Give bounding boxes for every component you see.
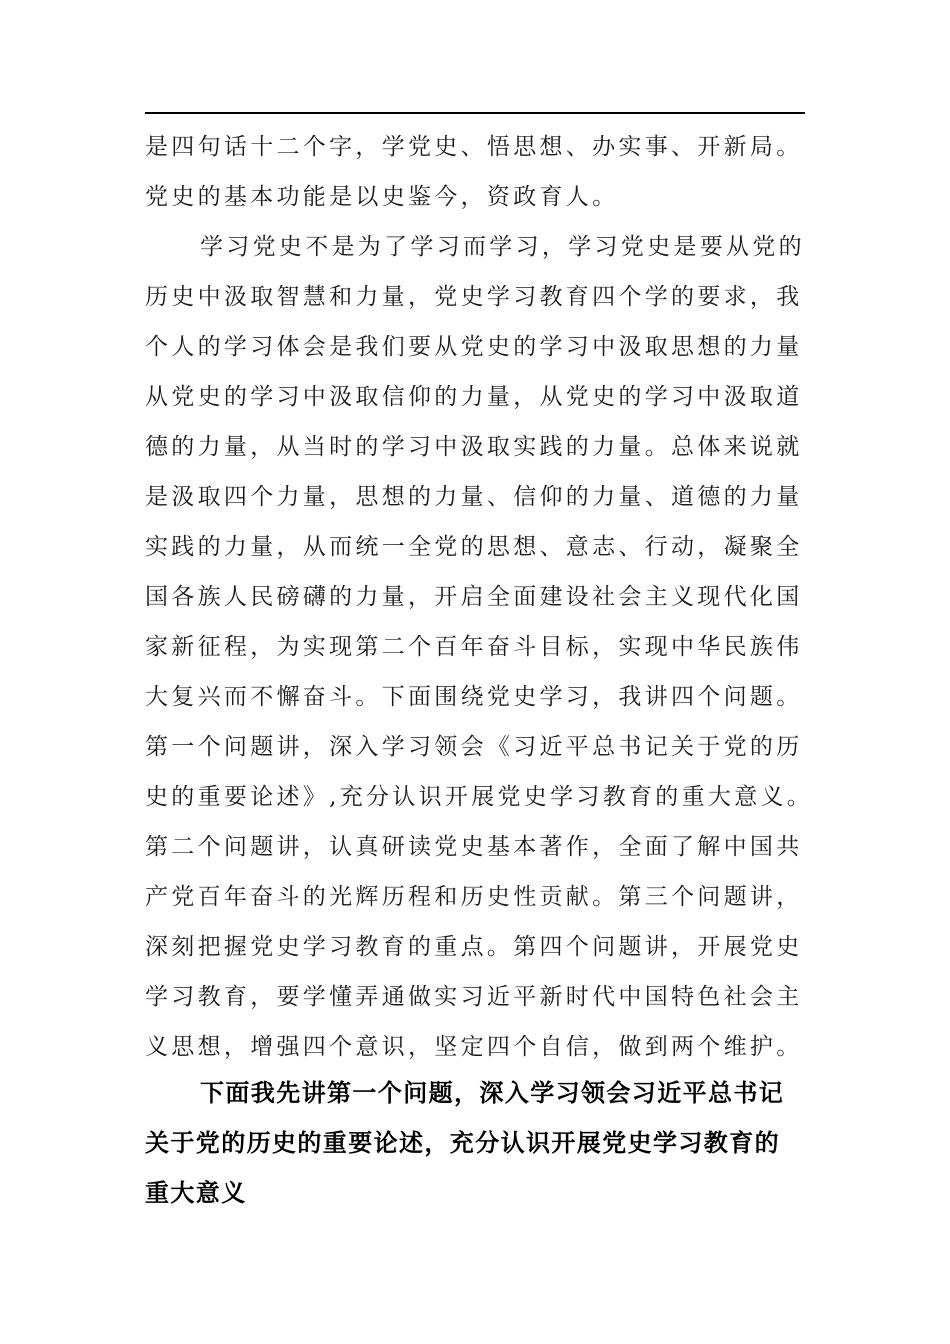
body-text <box>145 122 815 1072</box>
body-line: 深刻把握党史学习教育的重点。第四个问题讲，开展党史 <box>145 934 803 960</box>
heading-line: 关于党的历史的重要论述，充分认识开展党史学习教育的 <box>145 1129 780 1157</box>
body-line: 国各族人民磅礴的力量，开启全面建设社会主义现代化国 <box>145 584 803 610</box>
body-line: 学习党史不是为了学习而学习，学习党史是要从党的 <box>200 234 805 260</box>
body-line: 史的重要论述》,充分认识开展党史学习教育的重大意义。 <box>145 784 814 810</box>
section-heading <box>145 1068 815 1218</box>
body-line: 德的力量，从当时的学习中汲取实践的力量。总体来说就 <box>145 434 803 460</box>
body-line: 党史的基本功能是以史鉴今，资政育人。 <box>145 184 619 210</box>
body-line: 个人的学习体会是我们要从党史的学习中汲取思想的力量 <box>145 334 803 360</box>
body-line: 实践的力量，从而统一全党的思想、意志、行动，凝聚全 <box>145 534 803 560</box>
body-line: 历史中汲取智慧和力量，党史学习教育四个学的要求，我 <box>145 284 803 310</box>
heading-line: 重大意义 <box>145 1179 247 1207</box>
body-line: 大复兴而不懈奋斗。下面围绕党史学习，我讲四个问题。 <box>145 684 803 710</box>
body-line: 产党百年奋斗的光辉历程和历史性贡献。第三个问题讲， <box>145 884 803 910</box>
body-line: 第二个问题讲，认真研读党史基本著作，全面了解中国共 <box>145 834 803 860</box>
body-line: 从党史的学习中汲取信仰的力量，从党史的学习中汲取道 <box>145 384 803 410</box>
body-line: 学习教育，要学懂弄通做实习近平新时代中国特色社会主 <box>145 984 803 1010</box>
heading-line: 下面我先讲第一个问题，深入学习领会习近平总书记 <box>200 1079 785 1107</box>
body-line: 是四句话十二个字，学党史、悟思想、办实事、开新局。 <box>145 134 803 160</box>
header-rule <box>145 112 805 114</box>
body-line: 是汲取四个力量，思想的力量、信仰的力量、道德的力量 <box>145 484 803 510</box>
body-line: 义思想，增强四个意识，坚定四个自信，做到两个维护。 <box>145 1034 803 1060</box>
body-line: 第一个问题讲，深入学习领会《习近平总书记关于党的历 <box>145 734 803 760</box>
body-line: 家新征程，为实现第二个百年奋斗目标，实现中华民族伟 <box>145 634 803 660</box>
